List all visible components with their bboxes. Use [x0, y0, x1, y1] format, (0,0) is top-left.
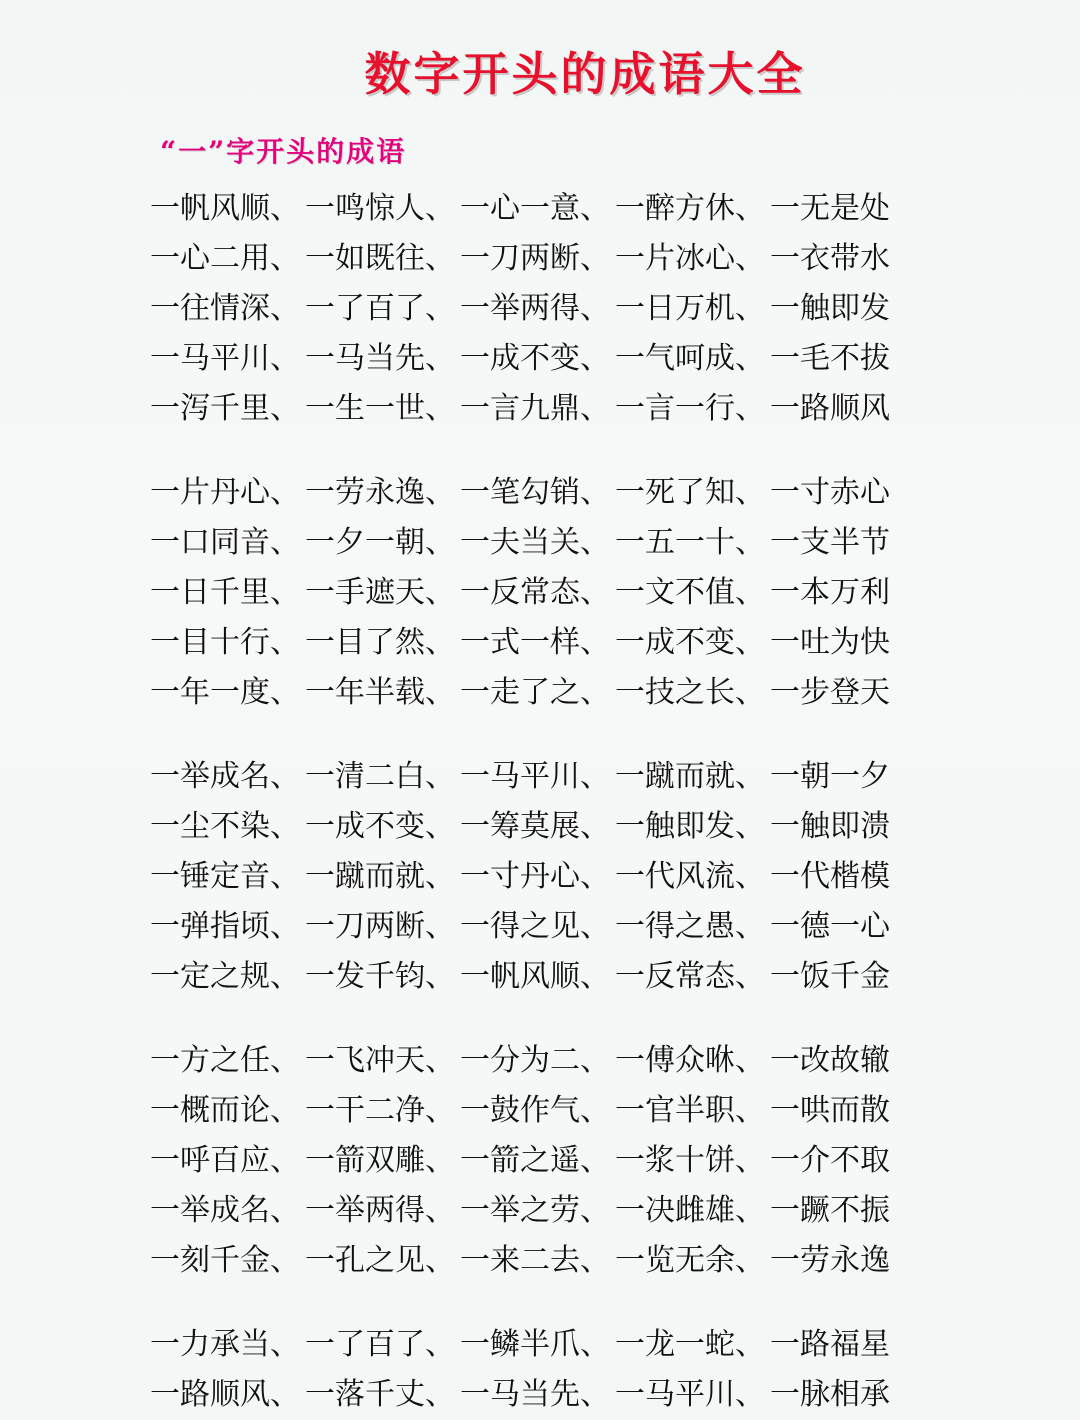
- idiom-cell: 一成不变、: [615, 625, 765, 660]
- idiom-cell: 一帆风顺、: [150, 191, 300, 226]
- idiom-cell: 一劳永逸: [770, 1243, 890, 1278]
- idiom-cell: 一刀两断、: [460, 241, 610, 276]
- idiom-cell: 一发千钧、: [305, 959, 455, 994]
- idiom-cell: 一箭之遥、: [460, 1143, 610, 1178]
- idiom-cell: 一技之长、: [615, 675, 765, 710]
- idiom-group: [0, 468, 1080, 718]
- idiom-cell: 一生一世、: [305, 391, 455, 426]
- idiom-cell: 一寸赤心: [770, 475, 890, 510]
- idiom-row: [150, 618, 940, 668]
- idiom-group: [0, 184, 1080, 434]
- idiom-cell: 一劳永逸、: [305, 475, 455, 510]
- idiom-cell: 一箭双雕、: [305, 1143, 455, 1178]
- idiom-cell: 一蹶不振: [770, 1193, 890, 1228]
- idiom-row: [150, 1186, 940, 1236]
- idiom-cell: 一马当先、: [460, 1377, 610, 1412]
- idiom-cell: 一言一行、: [615, 391, 765, 426]
- idiom-cell: 一举两得、: [305, 1193, 455, 1228]
- idiom-cell: 一得之见、: [460, 909, 610, 944]
- idiom-cell: 一哄而散: [770, 1093, 890, 1128]
- idiom-cell: 一如既往、: [305, 241, 455, 276]
- idiom-cell: 一鸣惊人、: [305, 191, 455, 226]
- idiom-cell: 一往情深、: [150, 291, 300, 326]
- idiom-cell: 一览无余、: [615, 1243, 765, 1278]
- idiom-cell: 一介不取: [770, 1143, 890, 1178]
- idiom-cell: 一衣带水: [770, 241, 890, 276]
- idiom-cell: 一傅众咻、: [615, 1043, 765, 1078]
- idiom-cell: 一了百了、: [305, 1327, 455, 1362]
- idiom-row: [150, 802, 940, 852]
- idiom-cell: 一定之规、: [150, 959, 300, 994]
- idiom-cell: 一式一样、: [460, 625, 610, 660]
- idiom-cell: 一德一心: [770, 909, 890, 944]
- idiom-cell: 一气呵成、: [615, 341, 765, 376]
- idiom-cell: 一片冰心、: [615, 241, 765, 276]
- idiom-cell: 一触即溃: [770, 809, 890, 844]
- idiom-cell: 一饭千金: [770, 959, 890, 994]
- idiom-cell: 一日千里、: [150, 575, 300, 610]
- idiom-row: [150, 852, 940, 902]
- idiom-cell: 一手遮天、: [305, 575, 455, 610]
- idiom-cell: 一清二白、: [305, 759, 455, 794]
- idiom-cell: 一路顺风: [770, 391, 890, 426]
- idiom-cell: 一力承当、: [150, 1327, 300, 1362]
- idiom-cell: 一刻千金、: [150, 1243, 300, 1278]
- idiom-cell: 一寸丹心、: [460, 859, 610, 894]
- idiom-cell: 一夫当关、: [460, 525, 610, 560]
- idiom-cell: 一死了知、: [615, 475, 765, 510]
- section-heading: “一”字开头的成语: [160, 135, 407, 168]
- idiom-cell: 一心二用、: [150, 241, 300, 276]
- idiom-cell: 一马平川、: [615, 1377, 765, 1412]
- idiom-cell: 一蹴而就、: [615, 759, 765, 794]
- idiom-cell: 一支半节: [770, 525, 890, 560]
- idiom-cell: 一决雌雄、: [615, 1193, 765, 1228]
- idiom-row: [150, 952, 940, 1002]
- idiom-cell: 一口同音、: [150, 525, 300, 560]
- idiom-cell: 一笔勾销、: [460, 475, 610, 510]
- idiom-row: [150, 184, 940, 234]
- idiom-cell: 一概而论、: [150, 1093, 300, 1128]
- idiom-cell: 一步登天: [770, 675, 890, 710]
- idiom-cell: 一蹴而就、: [305, 859, 455, 894]
- idiom-cell: 一反常态、: [615, 959, 765, 994]
- idiom-grid: [0, 184, 1080, 1420]
- group-spacer: [0, 1002, 1080, 1022]
- idiom-cell: 一官半职、: [615, 1093, 765, 1128]
- idiom-cell: 一飞冲天、: [305, 1043, 455, 1078]
- idiom-cell: 一年一度、: [150, 675, 300, 710]
- idiom-cell: 一马平川、: [150, 341, 300, 376]
- idiom-cell: 一毛不拔: [770, 341, 890, 376]
- idiom-cell: 一举成名、: [150, 1193, 300, 1228]
- idiom-cell: 一脉相承: [770, 1377, 890, 1412]
- idiom-cell: 一改故辙: [770, 1043, 890, 1078]
- idiom-row: [150, 518, 940, 568]
- idiom-cell: 一心一意、: [460, 191, 610, 226]
- idiom-cell: 一片丹心、: [150, 475, 300, 510]
- idiom-cell: 一反常态、: [460, 575, 610, 610]
- idiom-cell: 一成不变、: [460, 341, 610, 376]
- idiom-cell: 一文不值、: [615, 575, 765, 610]
- group-spacer: [0, 1286, 1080, 1306]
- idiom-cell: 一马当先、: [305, 341, 455, 376]
- idiom-cell: 一举成名、: [150, 759, 300, 794]
- idiom-cell: 一尘不染、: [150, 809, 300, 844]
- idiom-row: [150, 334, 940, 384]
- idiom-cell: 一浆十饼、: [615, 1143, 765, 1178]
- idiom-cell: 一马平川、: [460, 759, 610, 794]
- idiom-cell: 一刀两断、: [305, 909, 455, 944]
- idiom-group: [0, 752, 1080, 1002]
- idiom-cell: 一鼓作气、: [460, 1093, 610, 1128]
- idiom-group: [0, 1320, 1080, 1420]
- idiom-cell: 一年半载、: [305, 675, 455, 710]
- idiom-cell: 一触即发、: [615, 809, 765, 844]
- idiom-cell: 一分为二、: [460, 1043, 610, 1078]
- idiom-group: [0, 1036, 1080, 1286]
- idiom-cell: 一言九鼎、: [460, 391, 610, 426]
- idiom-cell: 一呼百应、: [150, 1143, 300, 1178]
- idiom-cell: 一触即发: [770, 291, 890, 326]
- idiom-cell: 一五一十、: [615, 525, 765, 560]
- idiom-cell: 一朝一夕: [770, 759, 890, 794]
- idiom-cell: 一孔之见、: [305, 1243, 455, 1278]
- idiom-cell: 一路顺风、: [150, 1377, 300, 1412]
- idiom-row: [150, 1236, 940, 1286]
- idiom-cell: 一落千丈、: [305, 1377, 455, 1412]
- idiom-row: [150, 284, 940, 334]
- idiom-cell: 一龙一蛇、: [615, 1327, 765, 1362]
- idiom-cell: 一目十行、: [150, 625, 300, 660]
- idiom-row: [150, 1320, 940, 1370]
- idiom-row: [150, 468, 940, 518]
- idiom-cell: 一代风流、: [615, 859, 765, 894]
- idiom-cell: 一走了之、: [460, 675, 610, 710]
- idiom-cell: 一弹指顷、: [150, 909, 300, 944]
- idiom-cell: 一泻千里、: [150, 391, 300, 426]
- idiom-row: [150, 234, 940, 284]
- idiom-row: [150, 1086, 940, 1136]
- idiom-cell: 一举之劳、: [460, 1193, 610, 1228]
- idiom-row: [150, 752, 940, 802]
- idiom-cell: 一鳞半爪、: [460, 1327, 610, 1362]
- idiom-cell: 一锤定音、: [150, 859, 300, 894]
- idiom-cell: 一本万利: [770, 575, 890, 610]
- group-spacer: [0, 434, 1080, 454]
- idiom-cell: 一得之愚、: [615, 909, 765, 944]
- group-spacer: [0, 718, 1080, 738]
- idiom-row: [150, 1370, 940, 1420]
- idiom-row: [150, 668, 940, 718]
- page-title: 数字开头的成语大全: [364, 47, 806, 101]
- idiom-cell: 一代楷模: [770, 859, 890, 894]
- idiom-row: [150, 384, 940, 434]
- idiom-cell: 一来二去、: [460, 1243, 610, 1278]
- idiom-cell: 一无是处: [770, 191, 890, 226]
- idiom-cell: 一方之任、: [150, 1043, 300, 1078]
- idiom-cell: 一路福星: [770, 1327, 890, 1362]
- idiom-cell: 一筹莫展、: [460, 809, 610, 844]
- idiom-cell: 一干二净、: [305, 1093, 455, 1128]
- idiom-row: [150, 1136, 940, 1186]
- idiom-cell: 一日万机、: [615, 291, 765, 326]
- idiom-row: [150, 902, 940, 952]
- idiom-cell: 一举两得、: [460, 291, 610, 326]
- idiom-row: [150, 568, 940, 618]
- idiom-cell: 一了百了、: [305, 291, 455, 326]
- idiom-cell: 一成不变、: [305, 809, 455, 844]
- idiom-cell: 一吐为快: [770, 625, 890, 660]
- idiom-row: [150, 1036, 940, 1086]
- idiom-cell: 一醉方休、: [615, 191, 765, 226]
- idiom-cell: 一帆风顺、: [460, 959, 610, 994]
- idiom-cell: 一夕一朝、: [305, 525, 455, 560]
- idiom-cell: 一目了然、: [305, 625, 455, 660]
